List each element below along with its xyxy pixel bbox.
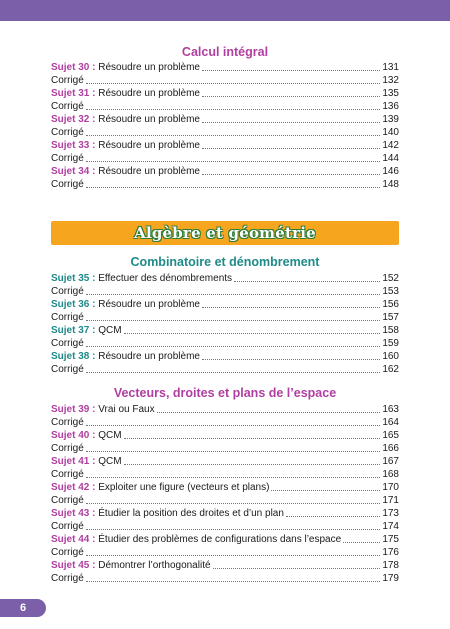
toc-entry-title — [51, 165, 200, 178]
page-ref: 135 — [382, 88, 399, 99]
toc-entry-title — [51, 272, 232, 285]
page-ref: 146 — [382, 166, 399, 177]
chapter-banner — [51, 221, 399, 245]
page-ref: 170 — [382, 482, 399, 493]
toc-entry — [51, 559, 399, 572]
toc-entry — [51, 113, 399, 126]
page-ref: 160 — [382, 351, 399, 362]
toc-entry — [51, 403, 399, 416]
toc-entry — [51, 455, 399, 468]
page-ref: 162 — [382, 364, 399, 375]
toc-entry-title — [51, 139, 200, 152]
sujet-label: Sujet 32 : — [51, 114, 96, 125]
toc-entry — [51, 572, 399, 585]
toc-entry-title — [51, 363, 84, 376]
dot-leader — [86, 555, 381, 556]
sujet-label: Sujet 36 : — [51, 299, 96, 310]
entry-text: Résoudre un problème — [98, 114, 200, 125]
entry-text: Corrigé — [51, 469, 84, 480]
toc-list-combinatoire — [51, 272, 399, 376]
entry-text: QCM — [98, 325, 122, 336]
section-title-calcul-integral: Calcul intégral — [181, 45, 269, 59]
sujet-label: Sujet 30 : — [51, 62, 96, 73]
dot-leader — [86, 135, 381, 136]
entry-text: Résoudre un problème — [98, 166, 200, 177]
dot-leader — [86, 161, 381, 162]
toc-entry — [51, 74, 399, 87]
toc-entry-title — [51, 178, 84, 191]
section-title-vecteurs: Vecteurs, droites et plans de l’espace — [113, 386, 337, 400]
entry-text: Corrigé — [51, 286, 84, 297]
dot-leader — [86, 477, 381, 478]
sujet-label: Sujet 42 : — [51, 482, 96, 493]
chapter-banner-title: Algèbre et géométrie — [134, 224, 316, 242]
page-ref: 179 — [382, 573, 399, 584]
dot-leader — [86, 109, 381, 110]
entry-text: Résoudre un problème — [98, 299, 200, 310]
section-title-combinatoire: Combinatoire et dénombrement — [130, 255, 320, 269]
dot-leader — [86, 529, 381, 530]
toc-list-calcul-integral — [51, 61, 399, 191]
toc-entry-title — [51, 152, 84, 165]
toc-entry-title — [51, 311, 84, 324]
toc-entry — [51, 139, 399, 152]
page-ref: 166 — [382, 443, 399, 454]
toc-entry-title — [51, 298, 200, 311]
page-ref: 139 — [382, 114, 399, 125]
toc-entry — [51, 533, 399, 546]
sujet-label: Sujet 35 : — [51, 273, 96, 284]
dot-leader — [271, 490, 380, 491]
toc-entry-title — [51, 507, 284, 520]
page-ref: 174 — [382, 521, 399, 532]
toc-entry — [51, 350, 399, 363]
toc-entry-title — [51, 455, 122, 468]
entry-text: Résoudre un problème — [98, 351, 200, 362]
entry-text: QCM — [98, 430, 122, 441]
toc-entry — [51, 165, 399, 178]
toc-entry-title — [51, 546, 84, 559]
page-ref: 136 — [382, 101, 399, 112]
sujet-label: Sujet 45 : — [51, 560, 96, 571]
entry-text: Corrigé — [51, 573, 84, 584]
toc-entry — [51, 429, 399, 442]
dot-leader — [124, 464, 381, 465]
dot-leader — [86, 346, 381, 347]
entry-text: Corrigé — [51, 443, 84, 454]
page-number: 6 — [19, 602, 27, 614]
toc-entry-title — [51, 468, 84, 481]
entry-text: Corrigé — [51, 312, 84, 323]
toc-entry — [51, 100, 399, 113]
dot-leader — [202, 359, 380, 360]
page-ref: 165 — [382, 430, 399, 441]
entry-text: Corrigé — [51, 153, 84, 164]
toc-entry-title — [51, 520, 84, 533]
toc-entry — [51, 272, 399, 285]
dot-leader — [202, 96, 380, 97]
dot-leader — [86, 372, 381, 373]
dot-leader — [124, 438, 381, 439]
toc-entry-title — [51, 100, 84, 113]
page-ref: 144 — [382, 153, 399, 164]
page-ref: 157 — [382, 312, 399, 323]
page-ref: 168 — [382, 469, 399, 480]
page-ref: 159 — [382, 338, 399, 349]
page-ref: 132 — [382, 75, 399, 86]
toc-entry-title — [51, 559, 211, 572]
entry-text: Résoudre un problème — [98, 62, 200, 73]
page-ref: 175 — [382, 534, 399, 545]
toc-entry-title — [51, 285, 84, 298]
toc-entry — [51, 494, 399, 507]
dot-leader — [86, 581, 381, 582]
toc-entry — [51, 468, 399, 481]
page-number-tab — [0, 599, 46, 617]
page-ref: 140 — [382, 127, 399, 138]
toc-entry — [51, 126, 399, 139]
dot-leader — [202, 148, 380, 149]
top-color-bar — [0, 0, 450, 21]
page-ref: 164 — [382, 417, 399, 428]
dot-leader — [86, 451, 381, 452]
page-ref: 167 — [382, 456, 399, 467]
page-ref: 173 — [382, 508, 399, 519]
dot-leader — [202, 307, 380, 308]
dot-leader — [202, 122, 380, 123]
toc-entry-title — [51, 126, 84, 139]
entry-text: Corrigé — [51, 547, 84, 558]
entry-text: Vrai ou Faux — [98, 404, 155, 415]
page-ref: 153 — [382, 286, 399, 297]
toc-list-vecteurs — [51, 403, 399, 585]
sujet-label: Sujet 44 : — [51, 534, 96, 545]
dot-leader — [343, 542, 380, 543]
toc-entry — [51, 87, 399, 100]
entry-text: Étudier la position des droites et d’un plan — [98, 508, 284, 519]
sujet-label: Sujet 37 : — [51, 325, 96, 336]
entry-text: Corrigé — [51, 101, 84, 112]
toc-entry-title — [51, 494, 84, 507]
toc-entry-title — [51, 442, 84, 455]
sujet-label: Sujet 43 : — [51, 508, 96, 519]
toc-entry — [51, 481, 399, 494]
page-ref: 156 — [382, 299, 399, 310]
toc-entry-title — [51, 74, 84, 87]
toc-entry-title — [51, 481, 269, 494]
dot-leader — [286, 516, 380, 517]
page-ref: 148 — [382, 179, 399, 190]
sujet-label: Sujet 39 : — [51, 404, 96, 415]
toc-entry — [51, 61, 399, 74]
sujet-label: Sujet 38 : — [51, 351, 96, 362]
toc-entry-title — [51, 416, 84, 429]
page-ref: 163 — [382, 404, 399, 415]
toc-entry — [51, 546, 399, 559]
page-ref: 158 — [382, 325, 399, 336]
sujet-label: Sujet 41 : — [51, 456, 96, 467]
dot-leader — [86, 503, 381, 504]
toc-entry-title — [51, 403, 155, 416]
entry-text: Corrigé — [51, 495, 84, 506]
page-ref: 176 — [382, 547, 399, 558]
toc-entry — [51, 311, 399, 324]
toc-entry — [51, 324, 399, 337]
toc-entry-title — [51, 572, 84, 585]
dot-leader — [86, 320, 381, 321]
page-ref: 131 — [382, 62, 399, 73]
toc-entry-title — [51, 533, 341, 546]
page-ref: 178 — [382, 560, 399, 571]
toc-entry-title — [51, 324, 122, 337]
toc-entry-title — [51, 429, 122, 442]
dot-leader — [86, 425, 381, 426]
toc-entry — [51, 337, 399, 350]
entry-text: QCM — [98, 456, 122, 467]
dot-leader — [157, 412, 381, 413]
entry-text: Démontrer l’orthogonalité — [98, 560, 211, 571]
dot-leader — [86, 187, 381, 188]
toc-entry-title — [51, 87, 200, 100]
sujet-label: Sujet 34 : — [51, 166, 96, 177]
entry-text: Corrigé — [51, 521, 84, 532]
entry-text: Corrigé — [51, 127, 84, 138]
entry-text: Étudier des problèmes de configurations dans l’espace — [98, 534, 342, 545]
page-ref: 152 — [382, 273, 399, 284]
toc-entry — [51, 298, 399, 311]
toc-entry-title — [51, 350, 200, 363]
sujet-label: Sujet 40 : — [51, 430, 96, 441]
toc-entry — [51, 416, 399, 429]
entry-text: Résoudre un problème — [98, 88, 200, 99]
sujet-label: Sujet 31 : — [51, 88, 96, 99]
entry-text: Résoudre un problème — [98, 140, 200, 151]
toc-entry — [51, 285, 399, 298]
page-ref: 142 — [382, 140, 399, 151]
entry-text: Corrigé — [51, 417, 84, 428]
toc-entry — [51, 363, 399, 376]
toc-entry — [51, 442, 399, 455]
dot-leader — [234, 281, 380, 282]
entry-text: Corrigé — [51, 338, 84, 349]
dot-leader — [202, 174, 380, 175]
toc-entry — [51, 152, 399, 165]
sujet-label: Sujet 33 : — [51, 140, 96, 151]
dot-leader — [86, 294, 381, 295]
page-ref: 171 — [382, 495, 399, 506]
entry-text: Corrigé — [51, 179, 84, 190]
dot-leader — [124, 333, 381, 334]
entry-text: Corrigé — [51, 364, 84, 375]
toc-entry-title — [51, 337, 84, 350]
toc-entry — [51, 520, 399, 533]
toc-entry — [51, 507, 399, 520]
toc-entry-title — [51, 113, 200, 126]
entry-text: Effectuer des dénombrements — [98, 273, 233, 284]
toc-entry-title — [51, 61, 200, 74]
dot-leader — [213, 568, 381, 569]
toc-entry — [51, 178, 399, 191]
entry-text: Exploiter une figure (vecteurs et plans) — [98, 482, 270, 493]
dot-leader — [202, 70, 380, 71]
entry-text: Corrigé — [51, 75, 84, 86]
dot-leader — [86, 83, 381, 84]
